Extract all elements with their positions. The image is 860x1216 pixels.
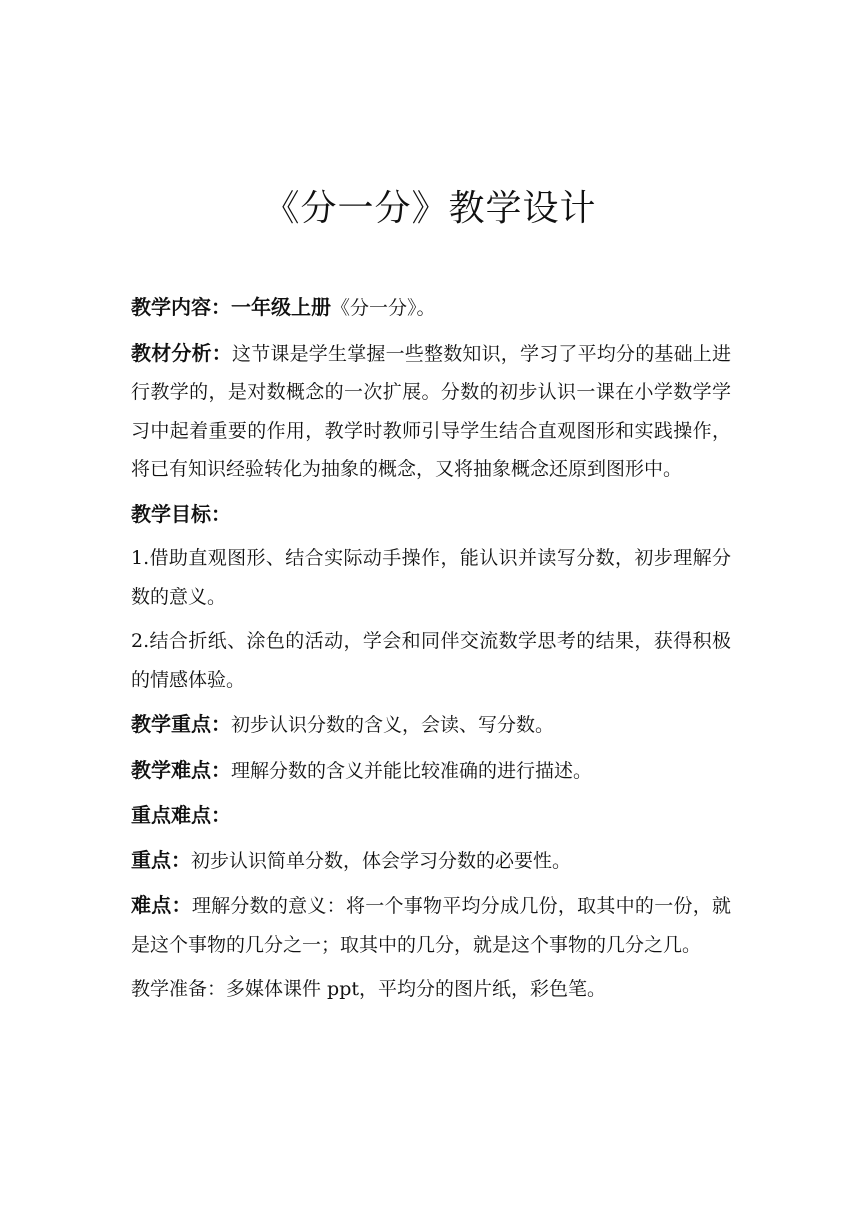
key-and-difficult-heading: 重点难点： — [131, 803, 231, 827]
teaching-content-grade: 一年级上册 — [231, 295, 331, 319]
document-title: 《分一分》教学设计 — [263, 188, 597, 229]
key-paragraph — [131, 841, 731, 881]
teaching-content-value: 《分一分》。 — [331, 297, 436, 319]
difficulty-text: 理解分数的含义并能比较准确的进行描述。 — [231, 759, 593, 782]
teaching-goal-item: 1.借助直观图形、结合实际动手操作，能认识并读写分数，初步理解分数的意义。 — [131, 547, 731, 608]
difficulty-paragraph — [131, 751, 731, 791]
material-analysis-text: 这节课是学生掌握一些整数知识，学习了平均分的基础上进行教学的，是对数概念的一次扩展。分数的初步认识一课在小学数学学习中起着重要的作用，教学时教师引导学生结合直观图形和实践操作，将已有知识经验转化为抽象的概念，又将抽象概念还原到图形中。 — [131, 342, 731, 480]
teaching-content-label: 教学内容： — [131, 295, 231, 319]
key-text: 初步认识简单分数，体会学习分数的必要性。 — [191, 849, 572, 872]
difficult-text: 理解分数的意义：将一个事物平均分成几份，取其中的一份，就是这个事物的几分之一；取其中的几分，就是这个事物的几分之几。 — [131, 895, 732, 956]
difficulty-label: 教学难点： — [131, 757, 231, 782]
key-point-paragraph — [131, 705, 731, 745]
key-point-text: 初步认识分数的含义，会读、写分数。 — [231, 714, 555, 736]
teaching-content-paragraph — [131, 288, 731, 328]
difficult-label: 难点： — [131, 893, 192, 917]
preparation-paragraph: 教学准备：多媒体课件 ppt，平均分的图片纸，彩色笔。 — [131, 978, 607, 1000]
teaching-goal-item: 2.结合折纸、涂色的活动，学会和同伴交流数学思考的结果，获得积极的情感体验。 — [131, 630, 731, 691]
material-analysis-label: 教材分析： — [131, 340, 232, 365]
key-label: 重点： — [131, 847, 191, 872]
material-analysis-paragraph — [131, 334, 731, 489]
key-point-label: 教学重点： — [131, 712, 231, 736]
difficult-paragraph — [131, 886, 731, 964]
teaching-goals-heading: 教学目标： — [131, 501, 231, 526]
document-body — [131, 288, 731, 1009]
